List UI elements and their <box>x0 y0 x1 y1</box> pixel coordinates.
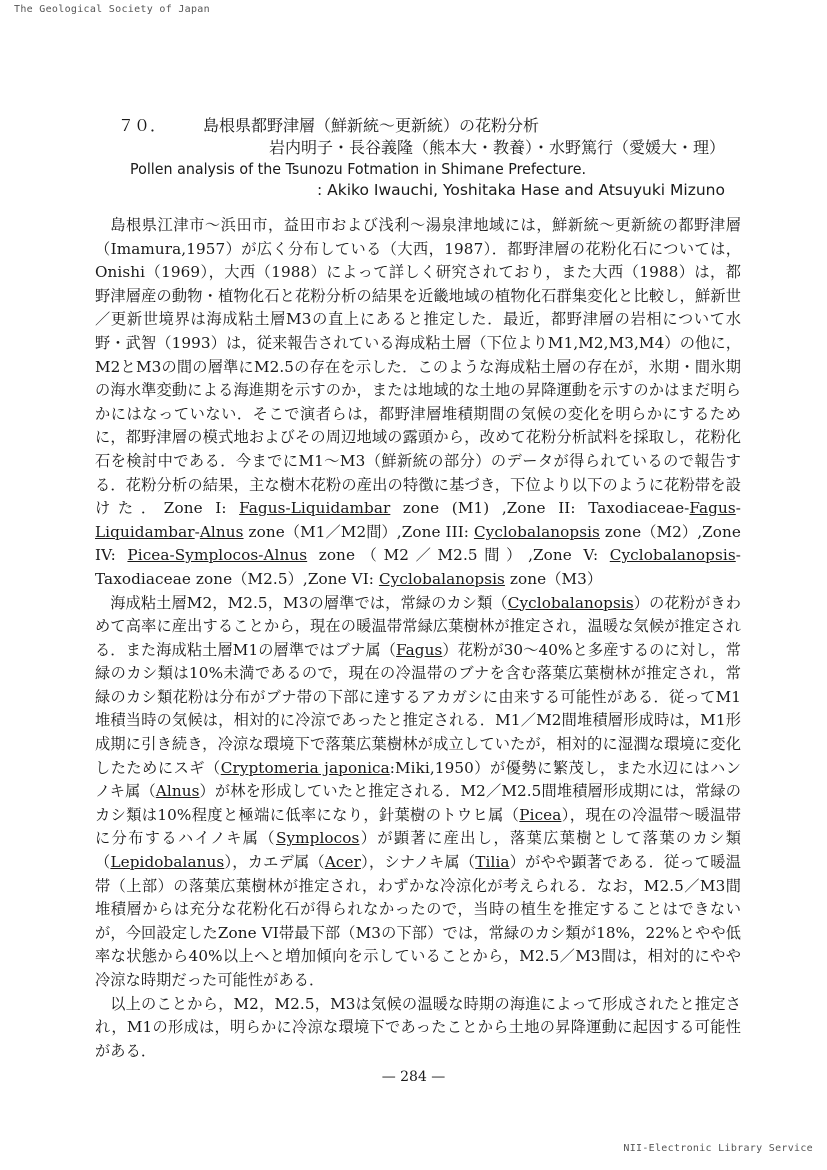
taxon-liquidambar: Liquidambar <box>95 522 195 541</box>
taxon-lepidobalanus: Lepidobalanus <box>110 853 225 872</box>
taxon-cyclobalanopsis: Cyclobalanopsis <box>473 522 600 541</box>
title-english: Pollen analysis of the Tsunozu Fotmation in Shimane Prefecture. <box>130 160 587 178</box>
taxon-cryptomeria: Cryptomeria japonica <box>220 758 390 777</box>
title-japanese: 島根県都野津層（鮮新統〜更新統）の花粉分析 <box>203 116 540 135</box>
paragraph-1: 島根県江津市〜浜田市，益田市および浅利〜湯泉津地域には，鮮新統〜更新統の都野津層（Imamura,1957）が広く分布している（大西，1987）．都野津層の花粉化石については，Onishi（1969），大西（1988）によって詳しく研究されており，また大西（1988）は，都野津層産の動物・植物化石と花粉分析の結果を近畿地域の植物化石群集変化と比較し，鮮新世／更新世境界は海成粘土層M3の直上にあると推定した．最近，都野津層の岩相について水野・武智（1993）は，従来報告されている海成粘土層（下位よりM1,M2,M3,M4）の他に，M2とM3の間の層準にM2.5の存在を示した．このような海成粘土層の存在が，氷期・間氷期の海水準変動による海進期を示すのか，または地域的な土地の昇降運動を示すのかはまだ明らかにはなっていない．そこで演者らは，都野津層堆積期間の気候の変化を明らかにするために，都野津層の模式地およびその周辺地域の露頭から，改めて花粉分析試料を採取し，花粉化石を検討中である．今までにM1〜M3（鮮新統の部分）のデータが得られているので報告する．花粉分析の結果，主な樹木花粉の産出の特徴に基づき，下位より以下のように花粉帯を設けた．Zone I: Fagus-Liquidambar zone (M1) ,Zone II: Taxodiaceae-Fagus-Liquidambar-Alnus zone（M1／M2間）,Zone III: Cyclobalanopsis zone（M2）,Zone IV: Picea-Symplocos-Alnus zone（M2／M2.5間）,Zone V: Cyclobalanopsis-Taxodiaceae zone（M2.5）,Zone VI: Cyclobalanopsis zone（M3） <box>95 216 741 588</box>
taxon-alnus: Alnus <box>199 522 244 541</box>
authors-japanese: 岩内明子・長谷義隆（熊本大・教養）・水野篤行（愛媛大・理） <box>268 138 725 157</box>
taxon-fagus: Fagus <box>689 499 736 518</box>
library-footer: NII-Electronic Library Service <box>623 1143 813 1154</box>
authors-english: : Akiko Iwauchi, Yoshitaka Hase and Atsuyuki Mizuno <box>317 181 725 199</box>
page-number: — 284 — <box>381 1069 446 1085</box>
taxon-picea: Picea <box>519 805 562 824</box>
taxon-symplocos: Symplocos <box>275 829 360 848</box>
society-header: The Geological Society of Japan <box>14 4 210 15</box>
taxon-cyclobalanopsis-2: Cyclobalanopsis <box>507 593 634 612</box>
paragraph-3: 以上のことから，M2，M2.5，M3は気候の温暖な時期の海進によって形成されたと推定され，M1の形成は，明らかに冷涼な環境下であったことから土地の昇降運動に起因する可能性がある． <box>95 994 741 1060</box>
article-number: ７０． <box>118 116 167 135</box>
taxon-tilia: Tilia <box>475 853 510 872</box>
abstract-body <box>95 214 741 1063</box>
paragraph-2: 海成粘土層M2，M2.5，M3の層準では，常緑のカシ類（Cyclobalanopsis）の花粉がきわめて高率に産出することから，現在の暖温帯常緑広葉樹林が推定され，温暖な気候が推定される．また海成粘土層M1の層準ではブナ属（Fagus）花粉が30〜40%と多産するのに対し，常緑のカシ類は10%未満であるので，現在の冷温帯のブナを含む落葉広葉樹林が推定され，常緑のカシ類花粉は分布がブナ帯の下部に達するアカガシに由来する可能性がある．従ってM1堆積当時の気候は，相対的に冷涼であったと推定される．M1／M2間堆積層形成時は，M1形成期に引き続き，冷涼な環境下で落葉広葉樹林が成立していたが，相対的に湿潤な環境に変化したためにスギ（Cryptomeria japonica:Miki,1950）が優勢に繁茂し，また水辺にはハンノキ属（Alnus）が林を形成していたと推定される．M2／M2.5間堆積層形成期には，常緑のカシ類は10%程度と極端に低率になり，針葉樹のトウヒ属（Picea），現在の冷温帯〜暖温帯に分布するハイノキ属（Symplocos）が顕著に産出し，落葉広葉樹として落葉のカシ類（Lepidobalanus），カエデ属（Acer），シナノキ属（Tilia）がやや顕著である．従って暖温帯（上部）の落葉広葉樹林が推定され，わずかな冷涼化が考えられる．なお，M2.5／M3間堆積層からは充分な花粉化石が得られなかったので，当時の植生を推定することはできないが，今回設定したZone VI帯最下部（M3の下部）では，常緑のカシ類が18%，22%とやや低率な状態から40%以上へと増加傾向を示していることから，M2.5／M3間は，相対的にやや冷涼な時期だった可能性がある． <box>95 593 742 989</box>
taxon-fagus-liquidambar: Fagus-Liquidambar <box>239 499 391 518</box>
taxon-alnus-2: Alnus <box>155 782 200 801</box>
taxon-fagus-2: Fagus <box>396 640 443 659</box>
taxon-acer: Acer <box>324 853 361 872</box>
taxon-picea-symplocos-alnus: Picea-Symplocos-Alnus <box>127 546 308 565</box>
taxon-cyclobalanopsis-v: Cyclobalanopsis <box>609 546 736 565</box>
taxon-cyclobalanopsis-vi: Cyclobalanopsis <box>378 569 505 588</box>
